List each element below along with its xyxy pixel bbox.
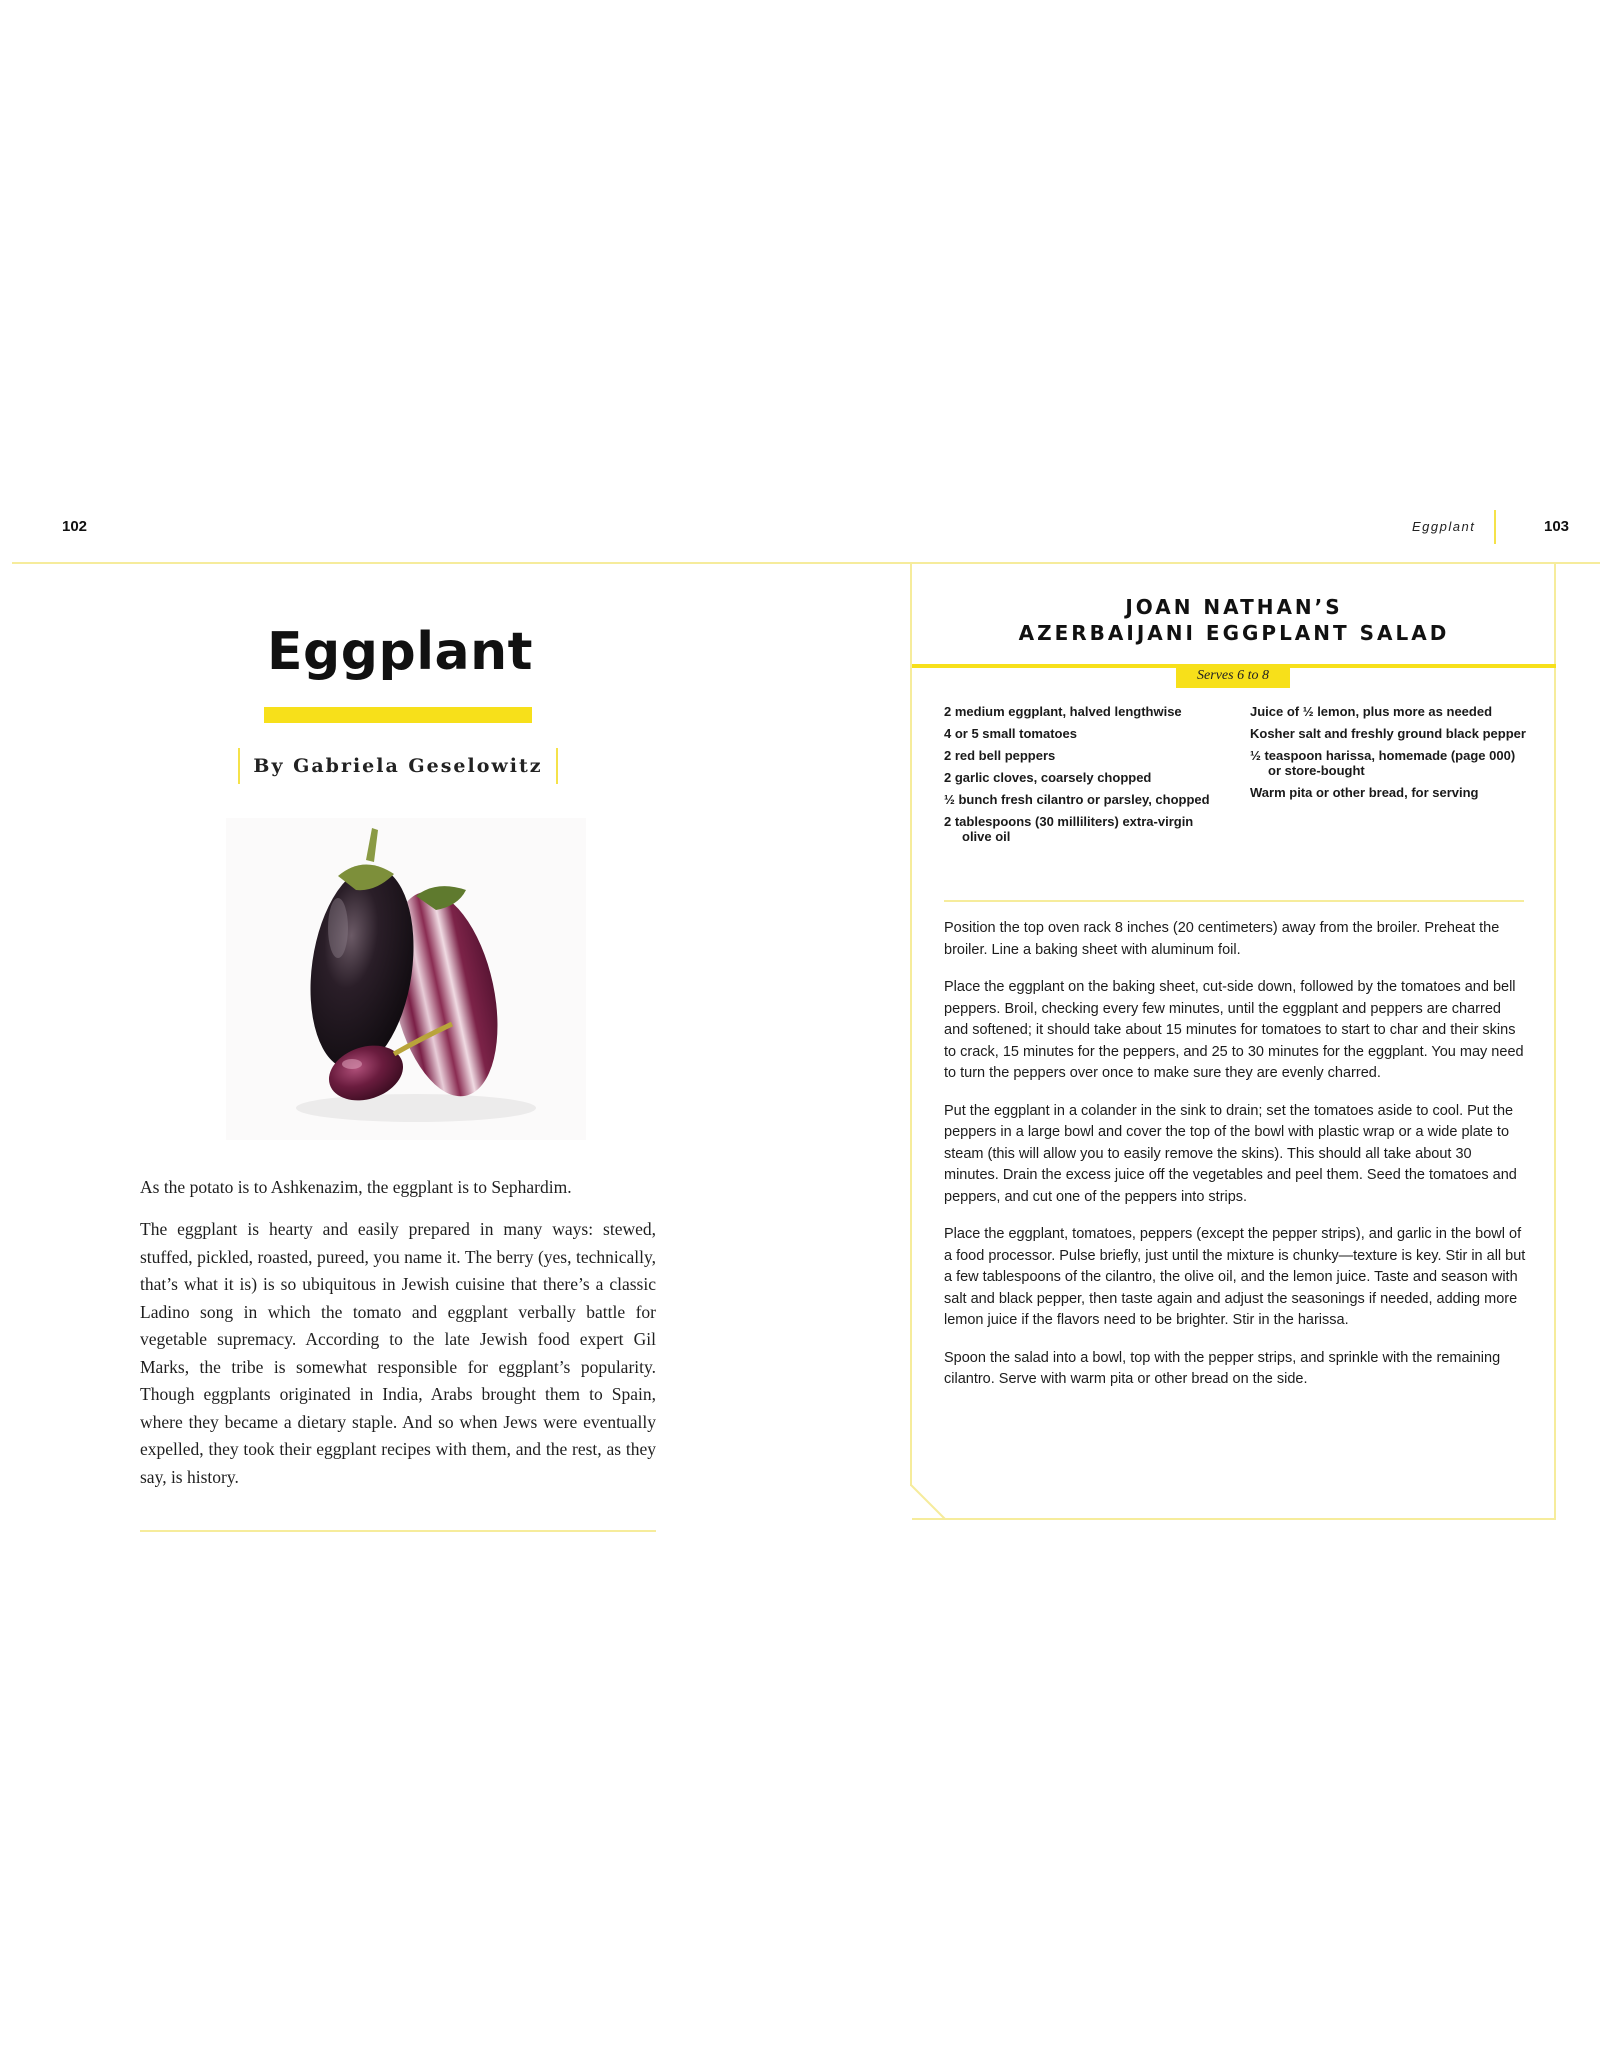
byline-box [238,748,558,784]
left-page-number: 102 [62,518,88,535]
recipe-step-2: Place the eggplant on the baking sheet, cut-side down, followed by the tomatoes and bell peppers. Broil, checking every few minutes, until the eggplant and peppers are charred and softened; it should take about 15 minutes for tomatoes to start to char and their skins to crack, 15 minutes for the peppers, and 25 to 30 minutes for the eggplant. You may need to turn the peppers over once to make sure they are evenly charred. [944,979,1524,1081]
ingredient-item: Juice of ½ lemon, plus more as needed [1250,704,1493,719]
recipe-step-5: Spoon the salad into a bowl, top with the pepper strips, and sprinkle with the remaining cilantro. Serve with warm pita or other bread on the side. [944,1349,1501,1387]
ingredient-item: 2 tablespoons (30 milliliters) extra-virgin olive oil [944,814,1194,844]
right-page-number: 103 [1544,518,1570,535]
recipe-box-corner [910,1484,946,1520]
ingredient-item: 2 medium eggplant, halved lengthwise [944,704,1182,719]
byline: By Gabriela Geselowitz [253,755,543,777]
chapter-title-underline [264,707,532,723]
ingredient-item: Warm pita or other bread, for serving [1250,785,1479,800]
ingredients-divider [944,900,1524,902]
recipe-title-line-2: AZERBAIJANI EGGPLANT SALAD [1018,621,1450,645]
recipe-step-3: Put the eggplant in a colander in the sink to drain; set the tomatoes aside to cool. Put the peppers in a large bowl and cover the top of the bowl with plastic wrap or a wide plate to steam (this will allow you to easily remove the skins). This should all take about 30 minutes. Drain the excess juice off the vegetables and peel them. Seed the tomatoes and peppers, and cut one of the peppers into strips. [944,1102,1517,1205]
recipe-title [912,594,1556,646]
ingredients-column-1 [944,704,1220,851]
ingredients-column-2 [1250,704,1526,807]
ingredient-item: ½ bunch fresh cilantro or parsley, chopped [944,792,1210,807]
ingredient-item: Kosher salt and freshly ground black pepper [1250,726,1526,741]
recipe-box-left-border [910,562,912,1486]
ingredient-item: 4 or 5 small tomatoes [944,726,1077,741]
recipe-step-1: Position the top oven rack 8 inches (20 centimeters) away from the broiler. Preheat the broiler. Line a baking sheet with aluminum foil. [944,920,1500,958]
ingredient-item: ½ teaspoon harissa, homemade (page 000) or store-bought [1250,748,1516,778]
recipe-title-line-1: JOAN NATHAN’S [1125,595,1343,619]
running-head-divider [1494,510,1496,544]
eggplant-illustration [226,818,586,1140]
serves-badge: Serves 6 to 8 [1176,664,1290,688]
chapter-title: Eggplant [267,622,533,682]
ingredient-item: 2 red bell peppers [944,748,1056,763]
left-page-bottom-rule [140,1530,656,1532]
intro-paragraph-1: As the potato is to Ashkenazim, the eggplant is to Sephardim. [140,1177,572,1197]
ingredient-item: 2 garlic cloves, coarsely chopped [944,770,1152,785]
running-head: Eggplant [1412,519,1476,534]
recipe-step-4: Place the eggplant, tomatoes, peppers (except the pepper strips), and garlic in the bowl of a food processor. Pulse briefly, just until the mixture is chunky—texture is key. Stir in all but a few tablespoons of the cilantro, the olive oil, and the lemon juice. Taste and season with salt and black pepper, then taste again and adjust the seasonings if needed, adding more lemon juice if the flavors need to be brighter. Stir in the harissa. [944,1226,1526,1328]
eggplant-photo [226,818,586,1140]
intro-paragraph-2: The eggplant is hearty and easily prepared in many ways: stewed, stuffed, pickled, roasted, pureed, you name it. The berry (yes, technically, that’s what it is) is so ubiquitous in Jewish cuisine that there’s a classic Ladino song in which the tomato and eggplant verbally battle for vegetable supremacy. According to the late Jewish food expert Gil Marks, the tribe is somewhat responsible for eggplant’s popularity. Though eggplants originated in India, Arabs brought them to Spain, where they became a dietary staple. And so when Jews were eventually expelled, they took their eggplant recipes with them, and the rest, as they say, is history. [140,1219,656,1487]
recipe-steps [944,918,1528,1407]
